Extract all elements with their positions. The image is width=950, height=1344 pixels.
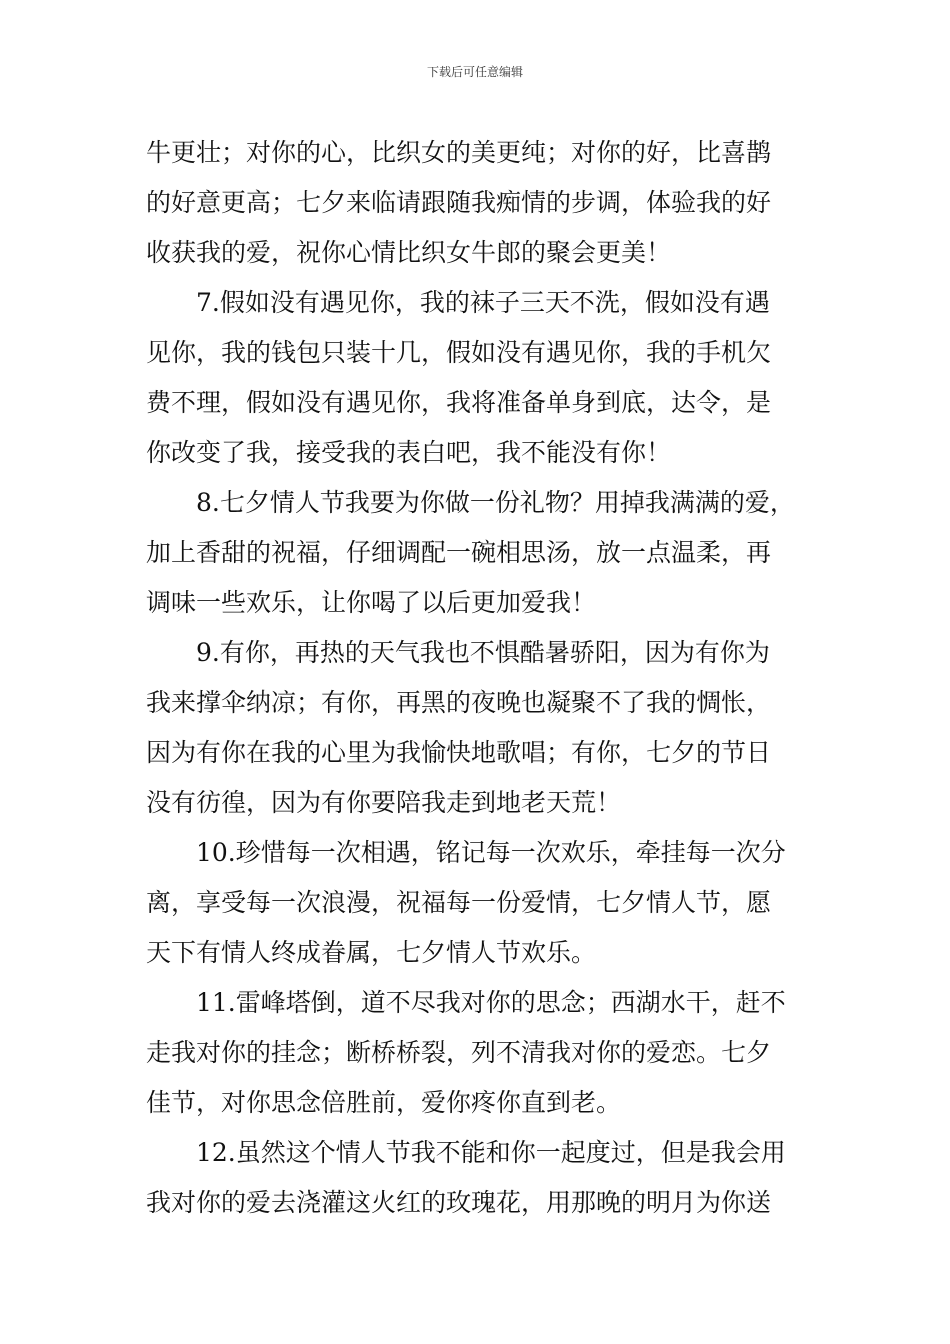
text-line: 因为有你在我的心里为我愉快地歌唱；有你，七夕的节日 [146, 738, 772, 767]
text-line: 我对你的爱去浇灌这火红的玫瑰花，用那晚的明月为你送 [146, 1188, 772, 1217]
text-line: 我来撑伞纳凉；有你，再黑的夜晚也凝聚不了我的惆怅， [146, 688, 772, 717]
text-line: 离，享受每一次浪漫，祝福每一份爱情，七夕情人节，愿 [146, 888, 772, 917]
paragraph-11-start: 11.雷峰塔倒，道不尽我对你的思念；西湖水干，赶不 [196, 988, 786, 1017]
paragraph-9-start: 9.有你，再热的天气我也不惧酷暑骄阳，因为有你为 [196, 638, 770, 667]
paragraph-7-start: 7.假如没有遇见你，我的袜子三天不洗，假如没有遇 [196, 288, 770, 317]
text-line: 佳节，对你思念倍胜前，爱你疼你直到老。 [146, 1088, 622, 1117]
text-line: 天下有情人终成眷属，七夕情人节欢乐。 [146, 938, 597, 967]
text-line: 你改变了我，接受我的表白吧，我不能没有你！ [146, 438, 672, 467]
text-line: 加上香甜的祝福，仔细调配一碗相思汤，放一点温柔，再 [146, 538, 772, 567]
page-header: 下载后可任意编辑 [426, 65, 523, 79]
text-line: 调味一些欢乐，让你喝了以后更加爱我！ [146, 588, 597, 617]
text-line: 的好意更高；七夕来临请跟随我痴情的步调，体验我的好 [146, 188, 772, 217]
text-line: 收获我的爱，祝你心情比织女牛郎的聚会更美！ [146, 238, 672, 267]
text-line: 没有彷徨，因为有你要陪我走到地老天荒！ [146, 788, 622, 817]
document-body [146, 128, 818, 1228]
text-line: 见你，我的钱包只装十几，假如没有遇见你，我的手机欠 [146, 338, 772, 367]
text-line: 走我对你的挂念；断桥桥裂，列不清我对你的爱恋。七夕 [146, 1038, 772, 1067]
text-line: 牛更壮；对你的心，比织女的美更纯；对你的好，比喜鹊 [146, 138, 772, 167]
paragraph-8-start: 8.七夕情人节我要为你做一份礼物？用掉我满满的爱， [196, 488, 795, 517]
paragraph-10-start: 10.珍惜每一次相遇，铭记每一次欢乐，牵挂每一次分 [196, 838, 786, 867]
paragraph-12-start: 12.虽然这个情人节我不能和你一起度过，但是我会用 [196, 1138, 786, 1167]
text-line: 费不理，假如没有遇见你，我将准备单身到底，达令，是 [146, 388, 772, 417]
